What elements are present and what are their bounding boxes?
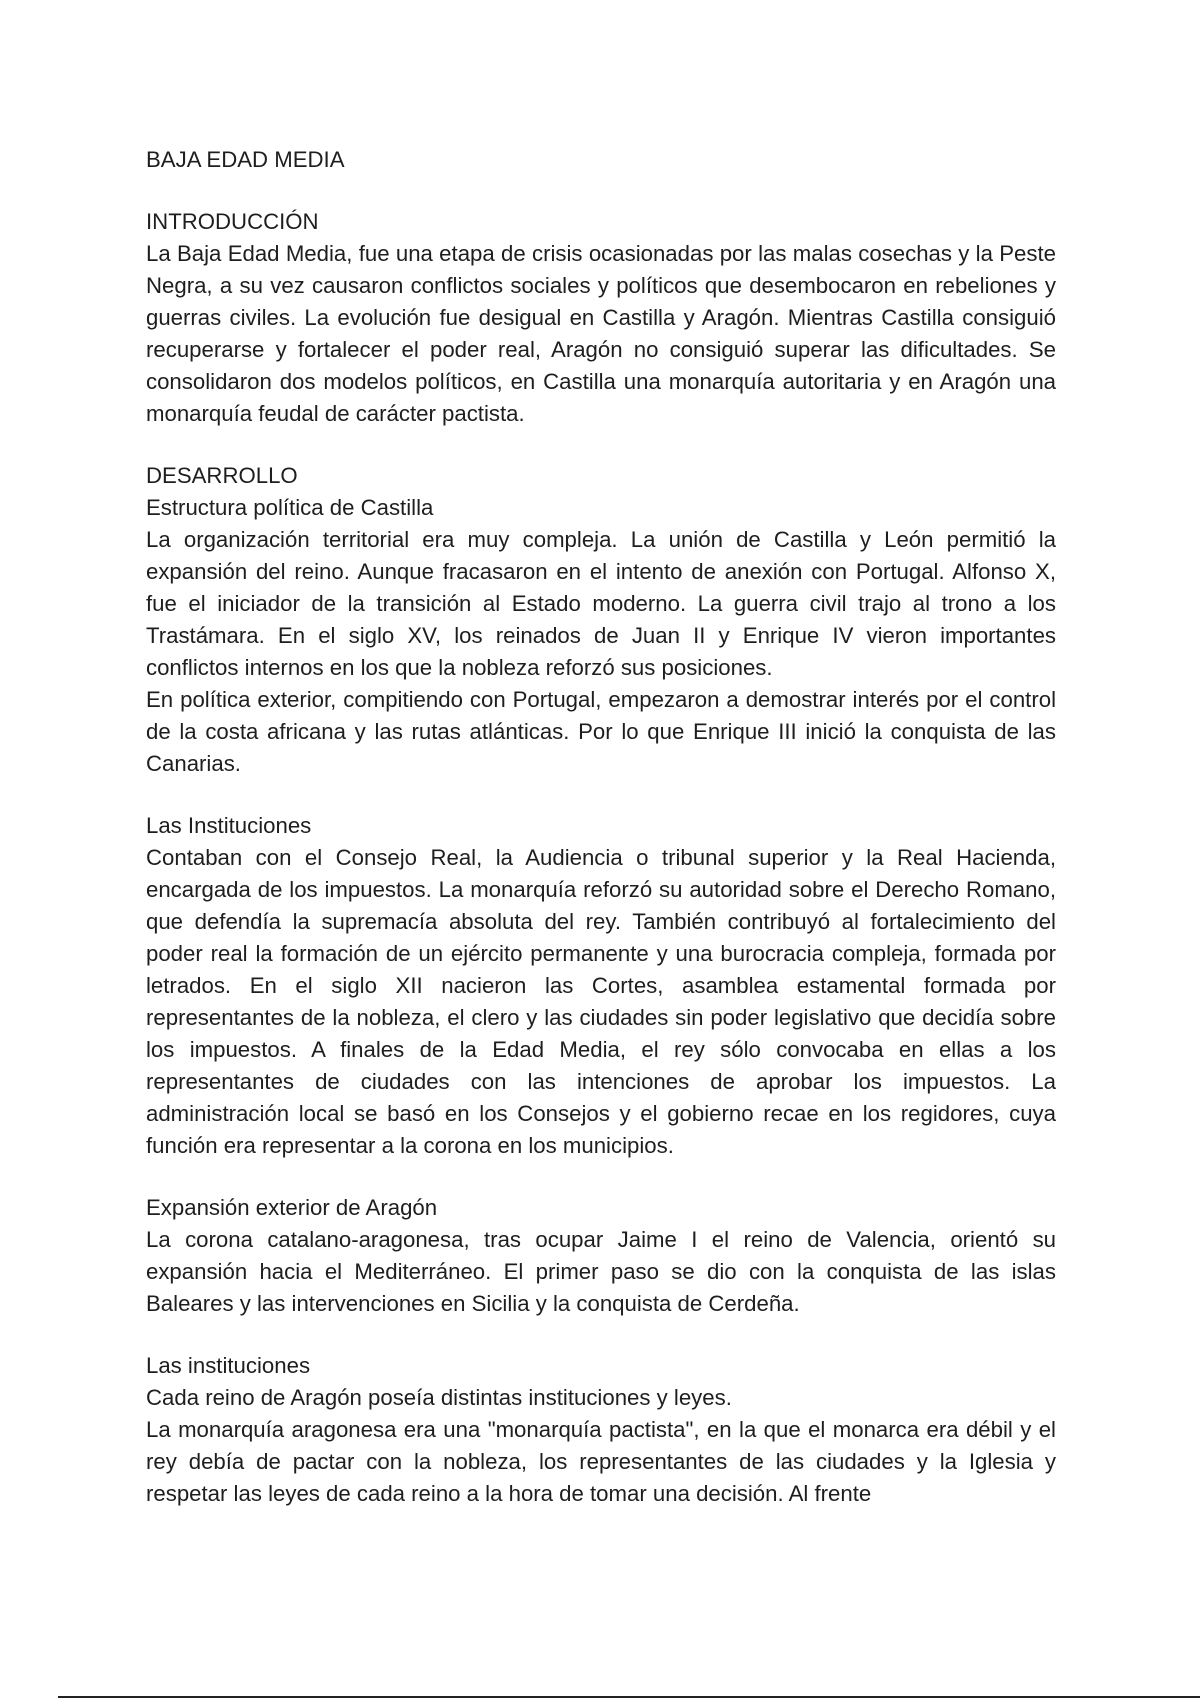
subheading-expansion-aragon: Expansión exterior de Aragón: [146, 1195, 438, 1220]
subheading-instituciones-aragon: Las instituciones: [146, 1353, 311, 1378]
paragraph-expansion-aragon: La corona catalano-aragonesa, tras ocupar Jaime I el reino de Valencia, orientó su expansión hacia el Mediterráneo. El primer paso se dio con la conquista de las islas Baleares y las intervenciones en Sicilia y la conquista de Cerdeña.: [146, 1227, 1056, 1316]
subheading-instituciones-castilla: Las Instituciones: [146, 813, 312, 838]
paragraph-politica-exterior: En política exterior, compitiendo con Portugal, empezaron a demostrar interés por el control de la costa africana y las rutas atlánticas. Por lo que Enrique III inició la conquista de las Canarias.: [146, 687, 1056, 776]
paragraph-monarquia-pactista: La monarquía aragonesa era una "monarquía pactista", en la que el monarca era débil y el rey debía de pactar con la nobleza, los representantes de las ciudades y la Iglesia y respetar las leyes de cada reino a la hora de tomar una decisión. Al frente: [146, 1417, 1056, 1506]
spacer: [146, 430, 1056, 460]
spacer: [146, 1320, 1056, 1350]
spacer: [146, 780, 1056, 810]
document-page: [146, 144, 1056, 1510]
spacer: [146, 176, 1056, 206]
document-title: BAJA EDAD MEDIA: [146, 147, 345, 172]
section-heading-introduccion: INTRODUCCIÓN: [146, 209, 319, 234]
paragraph-instituciones-aragon-intro: Cada reino de Aragón poseía distintas instituciones y leyes.: [146, 1385, 732, 1410]
paragraph-introduccion: La Baja Edad Media, fue una etapa de crisis ocasionadas por las malas cosechas y la Peste Negra, a su vez causaron conflictos sociales y políticos que desembocaron en rebeliones y guerras civiles. La evolución fue desigual en Castilla y Aragón. Mientras Castilla consiguió recuperarse y fortalecer el poder real, Aragón no consiguió superar las dificultades. Se consolidaron dos modelos políticos, en Castilla una monarquía autoritaria y en Aragón una monarquía feudal de carácter pactista.: [146, 241, 1056, 426]
paragraph-instituciones-castilla: Contaban con el Consejo Real, la Audiencia o tribunal superior y la Real Hacienda, encargada de los impuestos. La monarquía reforzó su autoridad sobre el Derecho Romano, que defendía la supremacía absoluta del rey. También contribuyó al fortalecimiento del poder real la formación de un ejército permanente y una burocracia compleja, formada por letrados. En el siglo XII nacieron las Cortes, asamblea estamental formada por representantes de la nobleza, el clero y las ciudades sin poder legislativo que decidía sobre los impuestos. A finales de la Edad Media, el rey sólo convocaba en ellas a los representantes de ciudades con las intenciones de aprobar los impuestos. La administración local se basó en los Consejos y el gobierno recae en los regidores, cuya función era representar a la corona en los municipios.: [146, 845, 1056, 1158]
section-heading-desarrollo: DESARROLLO: [146, 463, 298, 488]
spacer: [146, 1162, 1056, 1192]
paragraph-estructura-politica: La organización territorial era muy compleja. La unión de Castilla y León permitió la expansión del reino. Aunque fracasaron en el intento de anexión con Portugal. Alfonso X, fue el iniciador de la transición al Estado moderno. La guerra civil trajo al trono a los Trastámara. En el siglo XV, los reinados de Juan II y Enrique IV vieron importantes conflictos internos en los que la nobleza reforzó sus posiciones.: [146, 527, 1056, 680]
page-bottom-rule: [58, 1696, 1200, 1698]
subheading-estructura-politica-castilla: Estructura política de Castilla: [146, 495, 434, 520]
